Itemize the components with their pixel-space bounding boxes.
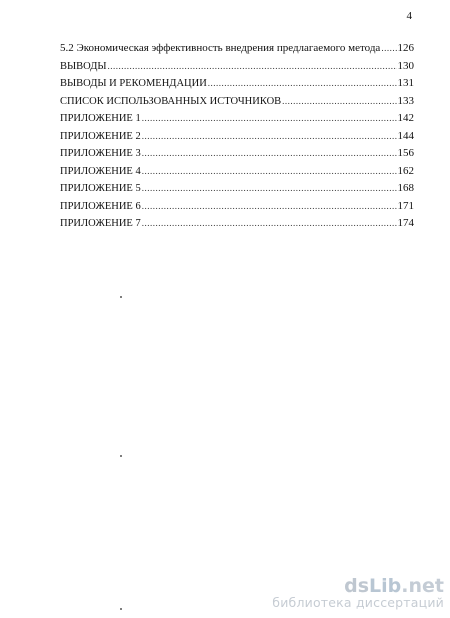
toc-entry-title: ПРИЛОЖЕНИЕ 4 [60, 165, 141, 177]
toc-entry-title: ПРИЛОЖЕНИЕ 5 [60, 183, 141, 194]
toc-entry [60, 60, 414, 78]
toc-entry-page: 171 [397, 199, 414, 212]
watermark-caption: библиотека диссертаций [272, 595, 444, 610]
toc-entry-page: 162 [397, 164, 414, 177]
toc-entry [60, 200, 414, 218]
toc-entry-page: 142 [397, 112, 414, 124]
toc-entry-title: 5.2 Экономическая эффективность внедрения предлагаемого метода [60, 42, 381, 54]
toc-dot-leader [142, 166, 397, 176]
toc-entry [60, 112, 414, 130]
toc-entry-title: ПРИЛОЖЕНИЕ 1 [60, 113, 141, 124]
scan-speck [120, 296, 122, 298]
toc-entry-page: 168 [397, 182, 414, 194]
toc-dot-leader [142, 113, 397, 123]
toc-entry-title: ВЫВОДЫ [60, 60, 107, 72]
toc-dot-leader [282, 96, 396, 106]
toc-entry [60, 130, 414, 148]
toc-entry-page: 174 [397, 217, 414, 229]
scan-speck [120, 608, 122, 610]
toc-dot-leader [142, 201, 397, 211]
watermark-logo [272, 576, 444, 596]
toc-entry [60, 95, 414, 113]
toc-dot-leader [142, 183, 397, 193]
toc-entry-page: 126 [397, 42, 414, 54]
toc-entry-title: ПРИЛОЖЕНИЕ 7 [60, 218, 141, 229]
scan-speck [120, 455, 122, 457]
toc-entry-title: ВЫВОДЫ И РЕКОМЕНДАЦИИ [60, 78, 207, 89]
toc-entry-page: 133 [397, 94, 414, 107]
watermark-logo-ds: ds [344, 575, 370, 597]
toc-dot-leader [142, 148, 397, 158]
toc-entry-title: СПИСОК ИСПОЛЬЗОВАННЫХ ИСТОЧНИКОВ [60, 95, 282, 107]
watermark-logo-lib: Lib [369, 575, 402, 597]
toc-entry-page: 130 [397, 59, 414, 72]
toc-dot-leader [142, 131, 397, 141]
toc-entry [60, 165, 414, 183]
watermark [272, 576, 444, 610]
toc-entry [60, 42, 414, 60]
table-of-contents [60, 42, 414, 235]
toc-dot-leader [108, 61, 397, 71]
watermark-logo-net: .net [401, 575, 444, 597]
toc-entry-title: ПРИЛОЖЕНИЕ 2 [60, 130, 141, 142]
page-number: 4 [406, 10, 412, 22]
toc-entry-page: 156 [397, 147, 414, 159]
toc-dot-leader [208, 78, 397, 88]
toc-entry-page: 144 [397, 129, 414, 142]
toc-entry-page: 131 [397, 77, 414, 89]
toc-entry [60, 217, 414, 235]
toc-dot-leader [142, 218, 397, 228]
toc-entry [60, 182, 414, 200]
toc-entry-title: ПРИЛОЖЕНИЕ 3 [60, 148, 141, 159]
toc-entry [60, 77, 414, 95]
toc-dot-leader [381, 43, 396, 53]
toc-entry [60, 147, 414, 165]
toc-entry-title: ПРИЛОЖЕНИЕ 6 [60, 200, 141, 212]
